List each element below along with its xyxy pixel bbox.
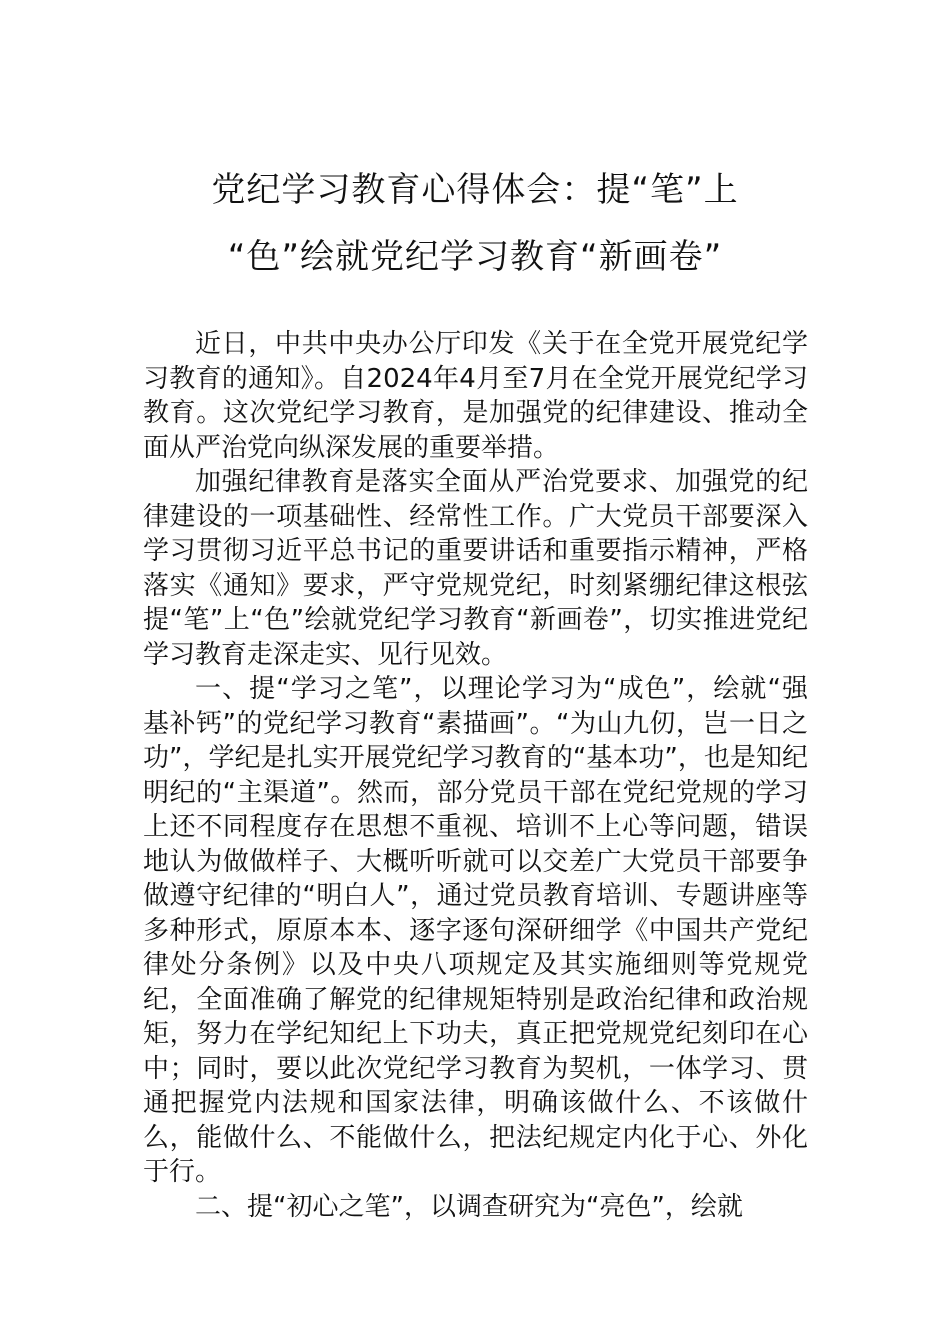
document-title-line-1: 党纪学习教育心得体会：提“笔”上 [211,170,739,210]
paragraph-1: 近日，中共中央办公厅印发《关于在全党开展党纪学习教育的通知》。自2024年4月至7月在全党开展党纪学习教育。这次党纪学习教育，是加强党的纪律建设、推动全面从严治党向纵深发展的重要举措。 [143,329,808,463]
paragraph-3: 一、提“学习之笔”，以理论学习为“成色”，绘就“强基补钙”的党纪学习教育“素描画”。“为山九仞，岂一日之功”，学纪是扎实开展党纪学习教育的“基本功”，也是知纪明纪的“主渠道”。然而，部分党员干部在党纪党规的学习上还不同程度存在思想不重视、培训不上心等问题，错误地认为做做样子、大概听听就可以交差广大党员干部要争做遵守纪律的“明白人”，通过党员教育培训、专题讲座等多种形式，原原本本、逐字逐句深研细学《中国共产党纪律处分条例》以及中央八项规定及其实施细则等党规党纪，全面准确了解党的纪律规矩特别是政治纪律和政治规矩，努力在学纪知纪上下功夫，真正把党规党纪刻印在心中；同时，要以此次党纪学习教育为契机，一体学习、贯通把握党内法规和国家法律，明确该做什么、不该做什么，能做什么、不能做什么，把法纪规定内化于心、外化于行。 [143,674,808,1187]
paragraph-4: 二、提“初心之笔”，以调查研究为“亮色”，绘就 [195,1191,743,1222]
paragraph-2: 加强纪律教育是落实全面从严治党要求、加强党的纪律建设的一项基础性、经常性工作。广大党员干部要深入学习贯彻习近平总书记的重要讲话和重要指示精神，严格落实《通知》要求，严守党规党纪，时刻紧绷纪律这根弦提“笔”上“色”绘就党纪学习教育“新画卷”，切实推进党纪学习教育走深走实、见行见效。 [143,467,808,670]
document-title-line-2: “色”绘就党纪学习教育“新画卷” [227,237,723,277]
document-body [143,327,808,1224]
